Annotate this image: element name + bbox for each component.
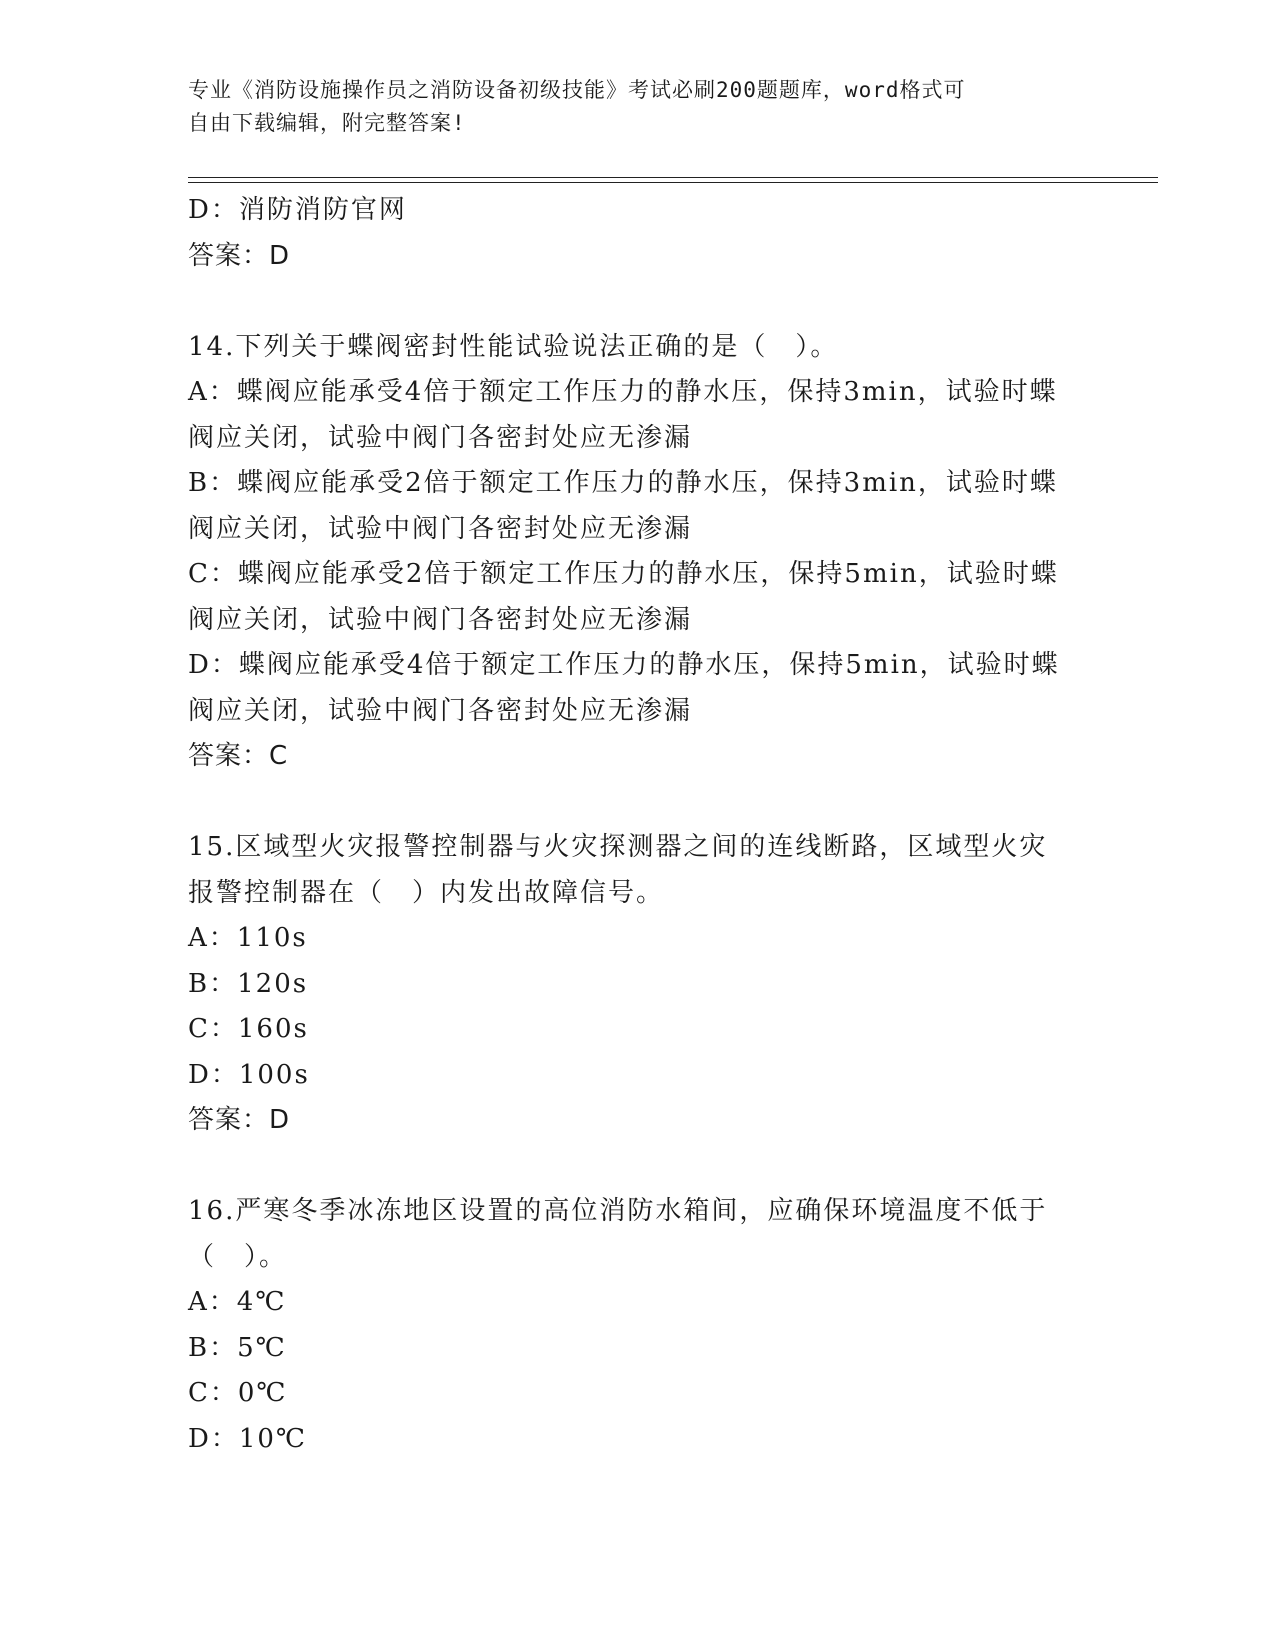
spacer bbox=[188, 1144, 1108, 1190]
question-16-option-c: C：0℃ bbox=[188, 1378, 288, 1408]
question-15-option-c: C：160s bbox=[188, 1014, 309, 1044]
question-16-option-a: A：4℃ bbox=[188, 1287, 287, 1317]
header-title-line-2: 自由下载编辑，附完整答案! bbox=[188, 111, 466, 135]
question-14-stem: 14.下列关于蝶阀密封性能试验说法正确的是（ ）。 bbox=[188, 331, 839, 362]
document-header bbox=[188, 74, 1088, 140]
question-15-stem: 15.区域型火灾报警控制器与火灾探测器之间的连线断路，区域型火灾 bbox=[188, 832, 1048, 862]
question-14-option-c-cont: 阀应关闭，试验中阀门各密封处应无渗漏 bbox=[188, 604, 693, 635]
question-14-option-d: D：蝶阀应能承受4倍于额定工作压力的静水压，保持5min，试验时蝶 bbox=[188, 650, 1060, 680]
question-15-option-a: A：110s bbox=[188, 923, 308, 953]
question-16-option-d: D：10℃ bbox=[188, 1423, 308, 1454]
question-14-answer: 答案：C bbox=[188, 741, 289, 771]
question-content bbox=[188, 188, 1108, 1462]
question-14-option-a-cont: 阀应关闭，试验中阀门各密封处应无渗漏 bbox=[188, 422, 693, 453]
prev-option-d: D：消防消防官网 bbox=[188, 195, 407, 225]
header-divider-top bbox=[188, 177, 1158, 178]
header-divider-bottom bbox=[188, 182, 1158, 183]
header-title-line-1: 专业《消防设施操作员之消防设备初级技能》考试必刷200题题库，word格式可 bbox=[188, 78, 966, 102]
question-14-option-b-cont: 阀应关闭，试验中阀门各密封处应无渗漏 bbox=[188, 513, 693, 544]
question-15-option-b: B：120s bbox=[188, 968, 309, 999]
question-16-stem: 16.严寒冬季冰冻地区设置的高位消防水箱间，应确保环境温度不低于 bbox=[188, 1196, 1048, 1226]
question-15-stem-cont: 报警控制器在（ ）内发出故障信号。 bbox=[188, 877, 665, 908]
question-14-option-c: C：蝶阀应能承受2倍于额定工作压力的静水压，保持5min，试验时蝶 bbox=[188, 559, 1059, 589]
question-14-option-b: B：蝶阀应能承受2倍于额定工作压力的静水压，保持3min，试验时蝶 bbox=[188, 468, 1058, 498]
question-16-stem-cont: （ ）。 bbox=[188, 1241, 288, 1272]
question-14-option-d-cont: 阀应关闭，试验中阀门各密封处应无渗漏 bbox=[188, 695, 693, 726]
question-14 bbox=[188, 325, 1108, 780]
question-16 bbox=[188, 1189, 1108, 1462]
question-15 bbox=[188, 825, 1108, 1144]
question-15-answer: 答案：D bbox=[188, 1105, 291, 1135]
spacer bbox=[188, 279, 1108, 325]
question-14-option-a: A：蝶阀应能承受4倍于额定工作压力的静水压，保持3min，试验时蝶 bbox=[188, 377, 1058, 407]
question-16-option-b: B：5℃ bbox=[188, 1332, 287, 1363]
spacer bbox=[188, 780, 1108, 826]
prev-answer: 答案：D bbox=[188, 240, 291, 271]
question-15-option-d: D：100s bbox=[188, 1059, 310, 1090]
